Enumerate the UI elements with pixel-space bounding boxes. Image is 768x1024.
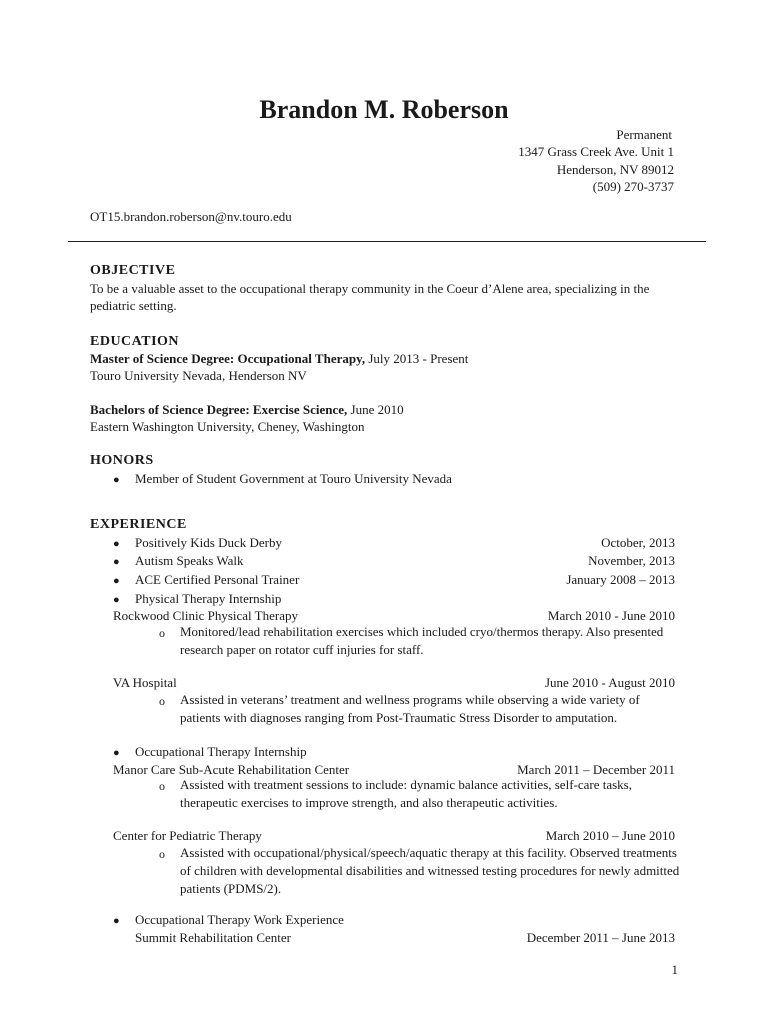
site-date: December 2011 – June 2013	[526, 930, 675, 945]
site-name: VA Hospital	[113, 675, 177, 690]
degree-title: Bachelors of Science Degree: Exercise Science,	[90, 402, 348, 417]
objective-heading: OBJECTIVE	[90, 263, 176, 278]
school-name: Touro University Nevada, Henderson NV	[90, 368, 307, 383]
degree-date: June 2010	[347, 402, 404, 417]
bullet-icon: ●	[113, 538, 120, 550]
experience-item-label: Occupational Therapy Work Experience	[135, 912, 344, 927]
bullet-icon: ●	[113, 747, 120, 759]
page-number: 1	[671, 962, 678, 977]
sub-bullet-icon: o	[159, 779, 165, 793]
sub-bullet-icon: o	[159, 626, 165, 640]
city-state-zip: Henderson, NV 89012	[556, 162, 674, 177]
site-description: Monitored/lead rehabilitation exercises which included cryo/thermos therapy. Also presented research paper on rotator cuff injuries for staff.	[180, 624, 664, 657]
experience-heading: EXPERIENCE	[90, 517, 187, 532]
header-divider	[68, 241, 706, 242]
education-heading: EDUCATION	[90, 334, 180, 349]
honor-item: Member of Student Government at Touro University Nevada	[135, 471, 452, 486]
email-address: OT15.brandon.roberson@nv.touro.edu	[90, 209, 292, 224]
bullet-icon: ●	[113, 474, 120, 486]
site-name: Manor Care Sub-Acute Rehabilitation Center	[113, 762, 350, 777]
experience-item-label: Autism Speaks Walk	[135, 553, 244, 568]
school-name: Eastern Washington University, Cheney, Washington	[90, 419, 365, 434]
site-name: Center for Pediatric Therapy	[113, 828, 262, 843]
experience-item-label: Physical Therapy Internship	[135, 591, 282, 606]
education-entry	[90, 401, 404, 419]
experience-item-date: January 2008 – 2013	[566, 572, 675, 587]
experience-item-date: November, 2013	[588, 553, 675, 568]
site-description: Assisted with treatment sessions to include: dynamic balance activities, self-care tasks, therapeutic exercises to improve strength, and also therapeutic activities.	[180, 777, 632, 810]
site-name: Rockwood Clinic Physical Therapy	[113, 608, 298, 623]
site-date: March 2011 – December 2011	[517, 762, 675, 777]
applicant-name: Brandon M. Roberson	[259, 95, 509, 124]
education-entry	[90, 350, 468, 368]
address-label: Permanent	[616, 127, 672, 142]
site-name: Summit Rehabilitation Center	[135, 930, 291, 945]
bullet-icon: ●	[113, 575, 120, 587]
objective-text: To be a valuable asset to the occupational therapy community in the Coeur d’Alene area, specializing in the pediatric setting.	[90, 281, 650, 313]
experience-item-label: Occupational Therapy Internship	[135, 744, 307, 759]
site-date: March 2010 – June 2010	[545, 828, 675, 843]
site-date: June 2010 - August 2010	[545, 675, 675, 690]
bullet-icon: ●	[113, 594, 120, 606]
bullet-icon: ●	[113, 915, 120, 927]
honors-heading: HONORS	[90, 453, 154, 468]
street-address: 1347 Grass Creek Ave. Unit 1	[518, 144, 674, 159]
site-date: March 2010 - June 2010	[547, 608, 675, 623]
site-description: Assisted in veterans’ treatment and wellness programs while observing a wide variety of patients with diagnoses ranging from Post-Traumatic Stress Disorder to amputation.	[180, 692, 640, 725]
sub-bullet-icon: o	[159, 694, 165, 708]
experience-item-label: ACE Certified Personal Trainer	[135, 572, 300, 587]
phone-number: (509) 270-3737	[592, 179, 674, 194]
site-description: Assisted with occupational/physical/speech/aquatic therapy at this facility. Observed treatments of children with developmental disabilities and witnessed testing procedures for newly admitted patients (PDMS/2).	[180, 845, 680, 896]
degree-title: Master of Science Degree: Occupational Therapy,	[90, 351, 366, 366]
sub-bullet-icon: o	[159, 847, 165, 861]
experience-item-label: Positively Kids Duck Derby	[135, 535, 282, 550]
experience-item-date: October, 2013	[601, 535, 675, 550]
bullet-icon: ●	[113, 556, 120, 568]
degree-date: July 2013 - Present	[365, 351, 469, 366]
